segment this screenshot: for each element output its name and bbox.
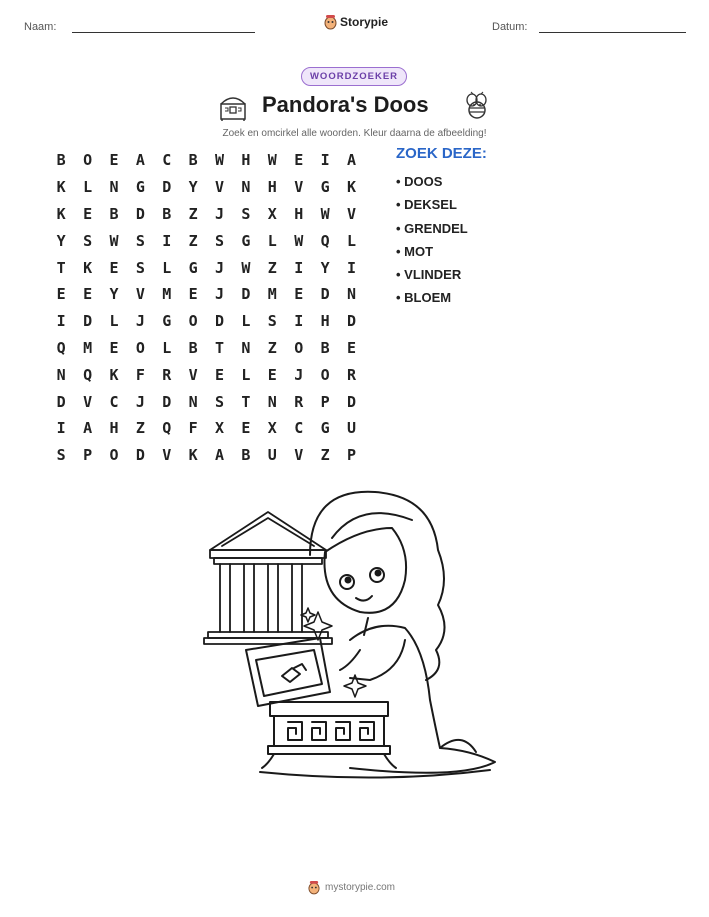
grid-letter[interactable]: J — [215, 285, 225, 304]
grid-letter[interactable]: D — [162, 178, 172, 197]
grid-letter[interactable]: W — [215, 151, 225, 170]
activity-badge: WOORDZOEKER — [301, 67, 407, 86]
brand-logo — [324, 14, 388, 30]
grid-letter[interactable]: T — [215, 338, 225, 357]
grid-letter[interactable]: O — [109, 446, 119, 465]
grid-letter[interactable]: L — [241, 365, 251, 384]
grid-letter[interactable]: D — [241, 285, 251, 304]
coloring-illustration — [200, 480, 510, 780]
grid-letter[interactable]: N — [56, 365, 66, 384]
grid-letter[interactable]: G — [188, 258, 198, 277]
grid-letter[interactable]: K — [346, 178, 356, 197]
storypie-mascot-icon — [324, 14, 337, 30]
grid-letter[interactable]: S — [56, 446, 66, 465]
grid-letter[interactable]: I — [294, 258, 304, 277]
grid-letter[interactable]: G — [320, 178, 330, 197]
word-list-item: • DEKSEL — [396, 193, 468, 216]
grid-letter[interactable]: W — [267, 151, 277, 170]
grid-letter[interactable]: D — [83, 312, 93, 331]
grid-letter[interactable]: E — [109, 338, 119, 357]
grid-letter[interactable]: K — [56, 178, 66, 197]
grid-letter[interactable]: D — [215, 312, 225, 331]
grid-letter[interactable]: N — [188, 392, 198, 411]
grid-letter[interactable]: L — [241, 312, 251, 331]
grid-letter[interactable]: I — [56, 419, 66, 438]
grid-letter[interactable]: E — [109, 258, 119, 277]
page-title: Pandora's Doos — [262, 92, 429, 117]
grid-letter[interactable]: B — [162, 204, 172, 223]
grid-letter[interactable]: W — [109, 231, 119, 250]
grid-letter[interactable]: N — [241, 178, 251, 197]
grid-letter[interactable]: T — [241, 392, 251, 411]
treasure-box-icon — [217, 92, 249, 122]
grid-letter[interactable]: P — [320, 392, 330, 411]
grid-letter[interactable]: E — [109, 151, 119, 170]
grid-letter[interactable]: S — [83, 231, 93, 250]
grid-letter[interactable]: S — [215, 231, 225, 250]
grid-letter[interactable]: L — [162, 258, 172, 277]
grid-letter[interactable]: R — [294, 392, 304, 411]
grid-letter[interactable]: E — [83, 204, 93, 223]
grid-letter[interactable]: V — [294, 178, 304, 197]
grid-letter[interactable]: E — [294, 285, 304, 304]
word-list-item: • MOT — [396, 240, 468, 263]
grid-letter[interactable]: D — [346, 312, 356, 331]
grid-letter[interactable]: W — [320, 204, 330, 223]
grid-letter[interactable]: W — [294, 231, 304, 250]
grid-letter[interactable]: J — [215, 204, 225, 223]
grid-letter[interactable]: C — [294, 419, 304, 438]
grid-letter[interactable]: H — [294, 204, 304, 223]
grid-letter[interactable]: Y — [109, 285, 119, 304]
grid-letter[interactable]: B — [188, 151, 198, 170]
grid-letter[interactable]: D — [162, 392, 172, 411]
grid-letter[interactable]: V — [188, 365, 198, 384]
grid-letter[interactable]: K — [188, 446, 198, 465]
grid-letter[interactable]: S — [135, 258, 145, 277]
grid-letter[interactable]: X — [267, 204, 277, 223]
grid-letter[interactable]: R — [346, 365, 356, 384]
grid-letter[interactable]: T — [56, 258, 66, 277]
word-list-heading: ZOEK DEZE: — [396, 145, 487, 162]
grid-letter[interactable]: D — [135, 204, 145, 223]
grid-letter[interactable]: V — [135, 285, 145, 304]
grid-letter[interactable]: W — [241, 258, 251, 277]
sparkles — [301, 608, 366, 697]
grid-letter[interactable]: A — [346, 151, 356, 170]
grid-letter[interactable]: I — [294, 312, 304, 331]
grid-letter[interactable]: O — [294, 338, 304, 357]
grid-letter[interactable]: F — [188, 419, 198, 438]
grid-letter[interactable]: K — [83, 258, 93, 277]
grid-letter[interactable]: M — [83, 338, 93, 357]
grid-letter[interactable]: X — [215, 419, 225, 438]
grid-letter[interactable]: L — [267, 231, 277, 250]
grid-letter[interactable]: J — [135, 312, 145, 331]
grid-letter[interactable]: B — [109, 204, 119, 223]
grid-letter[interactable]: S — [267, 312, 277, 331]
grid-letter[interactable]: N — [346, 285, 356, 304]
grid-letter[interactable]: H — [109, 419, 119, 438]
date-label: Datum: — [492, 21, 528, 33]
grid-letter[interactable]: A — [83, 419, 93, 438]
grid-letter[interactable]: Z — [320, 446, 330, 465]
grid-letter[interactable]: G — [241, 231, 251, 250]
grid-letter[interactable]: Q — [83, 365, 93, 384]
grid-letter[interactable]: N — [267, 392, 277, 411]
grid-letter[interactable]: Z — [267, 338, 277, 357]
grid-letter[interactable]: V — [83, 392, 93, 411]
grid-letter[interactable]: Z — [188, 204, 198, 223]
grid-letter[interactable]: V — [162, 446, 172, 465]
grid-letter[interactable]: I — [320, 151, 330, 170]
grid-letter[interactable]: E — [56, 285, 66, 304]
grid-letter[interactable]: H — [320, 312, 330, 331]
word-list-item: • BLOEM — [396, 286, 468, 309]
grid-letter[interactable]: I — [162, 231, 172, 250]
grid-letter[interactable]: I — [56, 312, 66, 331]
grid-letter[interactable]: C — [109, 392, 119, 411]
grid-letter[interactable]: V — [294, 446, 304, 465]
grid-letter[interactable]: G — [320, 419, 330, 438]
grid-letter[interactable]: D — [346, 392, 356, 411]
grid-letter[interactable]: K — [56, 204, 66, 223]
grid-letter[interactable]: Z — [135, 419, 145, 438]
grid-letter[interactable]: K — [109, 365, 119, 384]
instructions: Zoek en omcirkel alle woorden. Kleur daarna de afbeelding! — [222, 128, 487, 139]
grid-letter[interactable]: O — [135, 338, 145, 357]
grid-letter[interactable]: Y — [56, 231, 66, 250]
pandora-box-drawing — [246, 638, 490, 778]
grid-letter[interactable]: E — [215, 365, 225, 384]
grid-letter[interactable]: A — [135, 151, 145, 170]
grid-letter[interactable]: L — [346, 231, 356, 250]
grid-letter[interactable]: Y — [188, 178, 198, 197]
grid-letter[interactable]: E — [83, 285, 93, 304]
grid-letter[interactable]: Z — [188, 231, 198, 250]
grid-letter[interactable]: O — [188, 312, 198, 331]
grid-letter[interactable]: V — [346, 204, 356, 223]
grid-letter[interactable]: S — [241, 204, 251, 223]
brand-name: Storypie — [340, 15, 389, 29]
grid-letter[interactable]: M — [162, 285, 172, 304]
bee-icon — [462, 91, 492, 121]
name-label: Naam: — [24, 21, 57, 33]
grid-letter[interactable]: J — [215, 258, 225, 277]
grid-letter[interactable]: L — [83, 178, 93, 197]
word-search-grid — [48, 147, 365, 469]
grid-letter[interactable]: B — [241, 446, 251, 465]
grid-letter[interactable]: D — [320, 285, 330, 304]
grid-letter[interactable]: Q — [56, 338, 66, 357]
grid-letter[interactable]: L — [109, 312, 119, 331]
footer — [308, 880, 395, 895]
date-field-line[interactable] — [539, 32, 686, 33]
grid-letter[interactable]: U — [267, 446, 277, 465]
grid-letter[interactable]: I — [346, 258, 356, 277]
grid-letter[interactable]: J — [294, 365, 304, 384]
grid-letter[interactable]: G — [162, 312, 172, 331]
grid-letter[interactable]: B — [320, 338, 330, 357]
storypie-mascot-icon — [308, 880, 320, 895]
grid-letter[interactable]: O — [83, 151, 93, 170]
grid-letter[interactable]: A — [215, 446, 225, 465]
grid-letter[interactable]: S — [135, 231, 145, 250]
grid-letter[interactable]: P — [346, 446, 356, 465]
grid-letter[interactable]: E — [188, 285, 198, 304]
grid-letter[interactable]: V — [215, 178, 225, 197]
grid-letter[interactable]: S — [215, 392, 225, 411]
grid-letter[interactable]: U — [346, 419, 356, 438]
grid-letter[interactable]: G — [135, 178, 145, 197]
grid-letter[interactable]: C — [162, 151, 172, 170]
grid-letter[interactable]: E — [294, 151, 304, 170]
grid-letter[interactable]: J — [135, 392, 145, 411]
word-list-item: • VLINDER — [396, 263, 468, 286]
title-row — [0, 89, 709, 125]
grid-letter[interactable]: F — [135, 365, 145, 384]
girl-drawing — [310, 492, 495, 773]
grid-letter[interactable]: P — [83, 446, 93, 465]
word-list-item: • GRENDEL — [396, 217, 468, 240]
grid-letter[interactable]: X — [267, 419, 277, 438]
grid-letter[interactable]: E — [346, 338, 356, 357]
grid-letter[interactable]: H — [267, 178, 277, 197]
grid-letter[interactable]: D — [56, 392, 66, 411]
grid-letter[interactable]: H — [241, 151, 251, 170]
grid-letter[interactable]: E — [267, 365, 277, 384]
grid-letter[interactable]: E — [241, 419, 251, 438]
grid-letter[interactable]: L — [162, 338, 172, 357]
footer-url: mystorypie.com — [325, 882, 396, 893]
grid-letter[interactable]: Z — [267, 258, 277, 277]
grid-letter[interactable]: R — [162, 365, 172, 384]
grid-letter[interactable]: Q — [162, 419, 172, 438]
name-field-line[interactable] — [72, 32, 255, 33]
grid-letter[interactable]: B — [56, 151, 66, 170]
grid-letter[interactable]: N — [109, 178, 119, 197]
word-list-item: • DOOS — [396, 170, 468, 193]
grid-letter[interactable]: B — [188, 338, 198, 357]
grid-letter[interactable]: D — [135, 446, 145, 465]
grid-letter[interactable]: Y — [320, 258, 330, 277]
grid-letter[interactable]: M — [267, 285, 277, 304]
word-list — [396, 170, 468, 310]
grid-letter[interactable]: N — [241, 338, 251, 357]
grid-letter[interactable]: Q — [320, 231, 330, 250]
grid-letter[interactable]: O — [320, 365, 330, 384]
